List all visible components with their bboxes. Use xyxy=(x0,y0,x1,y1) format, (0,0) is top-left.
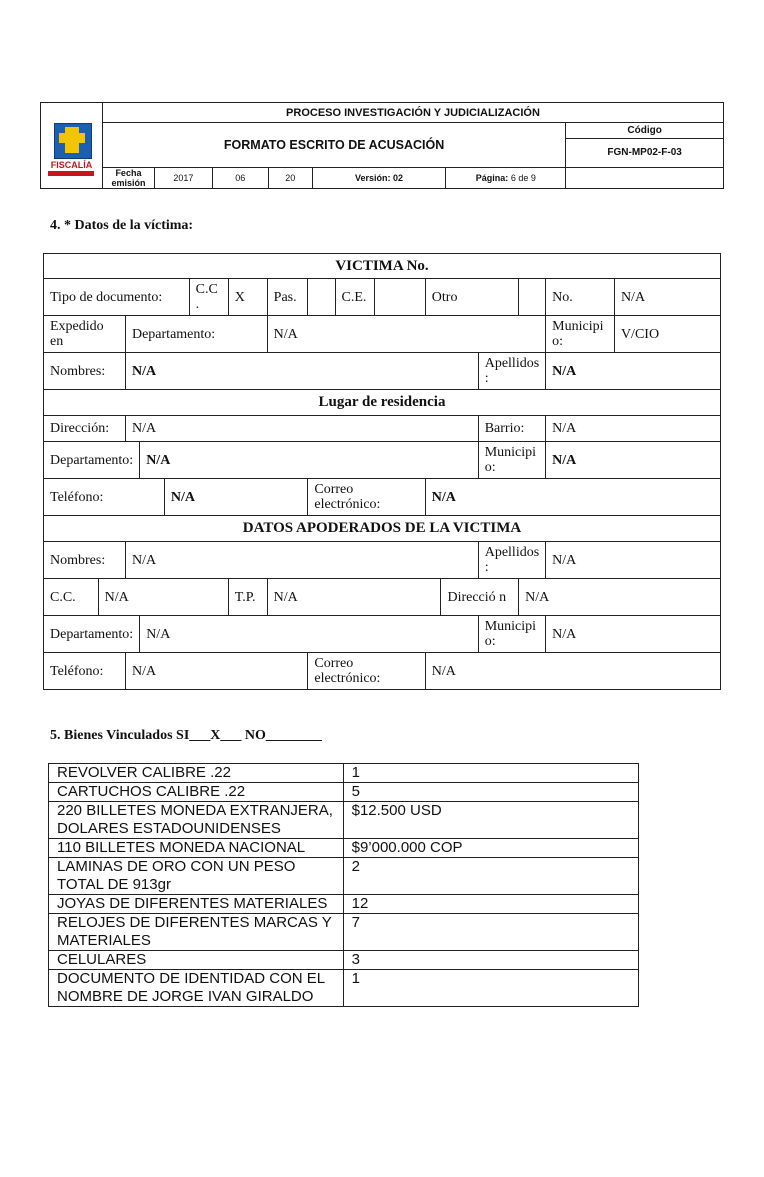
section-4-title: 4. * Datos de la víctima: xyxy=(50,218,194,233)
asset-item: JOYAS DE DIFERENTES MATERIALES xyxy=(49,895,344,914)
pas-value xyxy=(308,279,335,316)
pas-label: Pas. xyxy=(267,279,308,316)
code-label: Código xyxy=(566,123,723,139)
nombres-label: Nombres: xyxy=(44,353,126,390)
telefono-label: Teléfono: xyxy=(44,479,165,516)
otro-label: Otro xyxy=(425,279,518,316)
asset-row xyxy=(49,970,639,1007)
victim-title: VICTIMA No. xyxy=(44,254,721,279)
emission-month: 06 xyxy=(212,168,268,189)
cc-mark: X xyxy=(228,279,267,316)
document-header xyxy=(40,102,724,189)
asset-value: $9’000.000 COP xyxy=(343,839,638,858)
tipo-documento-label: Tipo de documento: xyxy=(44,279,190,316)
asset-item: REVOLVER CALIBRE .22 xyxy=(49,764,344,783)
asset-row xyxy=(49,858,639,895)
asset-row xyxy=(49,802,639,839)
ap-departamento-value: N/A xyxy=(140,616,479,653)
ap-nombres-label: Nombres: xyxy=(44,542,126,579)
apellidos-value: N/A xyxy=(546,353,721,390)
res-municipio-label: Municipi o: xyxy=(478,442,545,479)
barrio-value: N/A xyxy=(546,416,721,442)
asset-item: 220 BILLETES MONEDA EXTRANJERA, DOLARES ESTADOUNIDENSES xyxy=(49,802,344,839)
asset-value: $12.500 USD xyxy=(343,802,638,839)
ap-telefono-label: Teléfono: xyxy=(44,653,126,690)
asset-row xyxy=(49,895,639,914)
asset-value: 1 xyxy=(343,764,638,783)
ap-departamento-label: Departamento: xyxy=(44,616,140,653)
res-municipio-value: N/A xyxy=(546,442,721,479)
ap-correo-label: Correo electrónico: xyxy=(308,653,425,690)
correo-label: Correo electrónico: xyxy=(308,479,425,516)
ap-municipio-label: Municipi o: xyxy=(478,616,545,653)
asset-item: 110 BILLETES MONEDA NACIONAL xyxy=(49,839,344,858)
correo-value: N/A xyxy=(425,479,720,516)
assets-table xyxy=(48,763,639,1007)
asset-item: CARTUCHOS CALIBRE .22 xyxy=(49,783,344,802)
version: Versión: 02 xyxy=(312,168,446,189)
residence-title: Lugar de residencia xyxy=(44,390,721,416)
asset-item: LAMINAS DE ORO CON UN PESO TOTAL DE 913gr xyxy=(49,858,344,895)
no-value: N/A xyxy=(614,279,720,316)
asset-row xyxy=(49,783,639,802)
barrio-label: Barrio: xyxy=(478,416,545,442)
ce-value xyxy=(375,279,426,316)
ap-apellidos-label: Apellidos : xyxy=(478,542,545,579)
departamento-label: Departamento: xyxy=(125,316,267,353)
header-empty xyxy=(566,168,724,189)
emission-day: 20 xyxy=(268,168,312,189)
res-departamento-value: N/A xyxy=(140,442,479,479)
asset-item: CELULARES xyxy=(49,951,344,970)
ap-direccion-value: N/A xyxy=(519,579,721,616)
otro-value xyxy=(519,279,546,316)
ap-municipio-value: N/A xyxy=(546,616,721,653)
res-departamento-label: Departamento: xyxy=(44,442,140,479)
page-value: 6 de 9 xyxy=(510,173,536,183)
asset-row xyxy=(49,914,639,951)
asset-row xyxy=(49,839,639,858)
asset-row xyxy=(49,951,639,970)
asset-value: 3 xyxy=(343,951,638,970)
page-number xyxy=(446,168,566,189)
logo-org-name: FISCALÍA xyxy=(50,159,93,170)
code-cell xyxy=(566,123,724,168)
apellidos-label: Apellidos : xyxy=(478,353,545,390)
ap-direccion-label: Direcció n xyxy=(441,579,519,616)
asset-value: 1 xyxy=(343,970,638,1007)
ap-telefono-value: N/A xyxy=(125,653,307,690)
cc-label: C.C . xyxy=(189,279,228,316)
ap-cc-label: C.C. xyxy=(44,579,99,616)
direccion-label: Dirección: xyxy=(44,416,126,442)
asset-value: 2 xyxy=(343,858,638,895)
logo-strip xyxy=(48,171,94,176)
ap-correo-value: N/A xyxy=(425,653,720,690)
emission-label: Fecha emisión xyxy=(102,168,154,189)
asset-row xyxy=(49,764,639,783)
departamento-value: N/A xyxy=(267,316,546,353)
ap-apellidos-value: N/A xyxy=(546,542,721,579)
no-label: No. xyxy=(546,279,615,316)
code-value: FGN-MP02-F-03 xyxy=(607,147,682,158)
apoderados-title: DATOS APODERADOS DE LA VICTIMA xyxy=(44,516,721,542)
asset-item: DOCUMENTO DE IDENTIDAD CON EL NOMBRE DE JORGE IVAN GIRALDO xyxy=(49,970,344,1007)
format-title: FORMATO ESCRITO DE ACUSACIÓN xyxy=(102,123,565,168)
municipio-value: V/CIO xyxy=(614,316,720,353)
asset-item: RELOJES DE DIFERENTES MARCAS Y MATERIALES xyxy=(49,914,344,951)
logo xyxy=(41,103,103,189)
direccion-value: N/A xyxy=(125,416,478,442)
ap-tp-label: T.P. xyxy=(228,579,267,616)
asset-value: 5 xyxy=(343,783,638,802)
process-title: PROCESO INVESTIGACIÓN Y JUDICIALIZACIÓN xyxy=(102,103,723,123)
ap-cc-value: N/A xyxy=(98,579,228,616)
telefono-value: N/A xyxy=(164,479,307,516)
expedido-label: Expedido en xyxy=(44,316,126,353)
victim-table xyxy=(43,253,721,690)
ap-nombres-value: N/A xyxy=(125,542,478,579)
page-label: Página: xyxy=(475,173,509,183)
asset-value: 7 xyxy=(343,914,638,951)
municipio-label: Municipi o: xyxy=(546,316,615,353)
ap-tp-value: N/A xyxy=(267,579,441,616)
ce-label: C.E. xyxy=(335,279,375,316)
emission-year: 2017 xyxy=(154,168,212,189)
asset-value: 12 xyxy=(343,895,638,914)
nombres-value: N/A xyxy=(125,353,478,390)
section-5-title: 5. Bienes Vinculados SI___X___ NO________ xyxy=(50,728,322,743)
